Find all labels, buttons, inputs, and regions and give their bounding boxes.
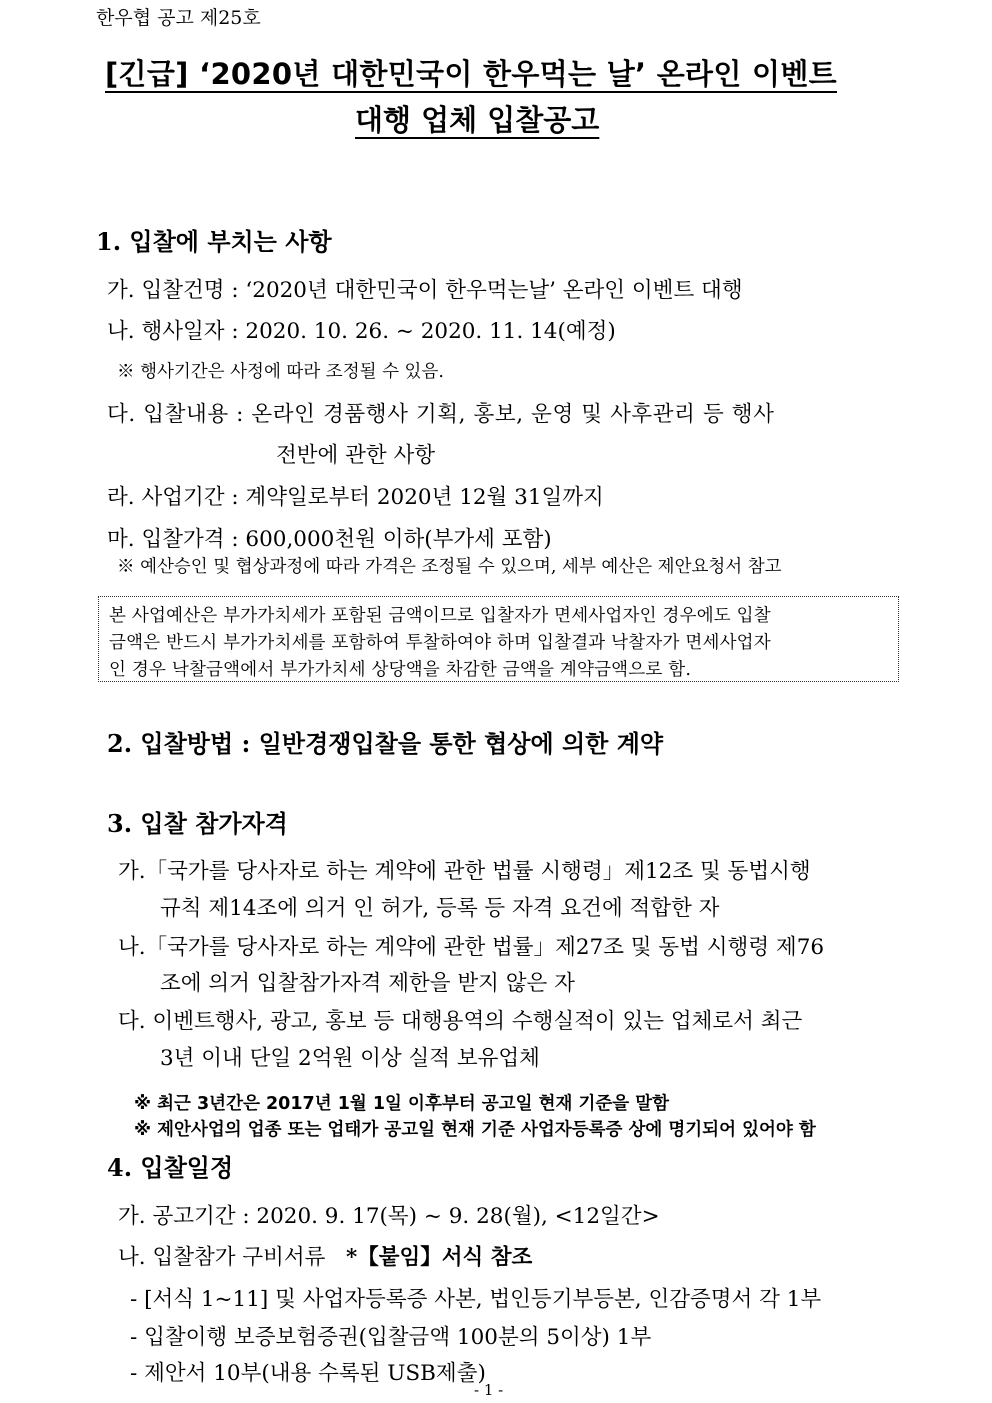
section-4-heading: 4. 입찰일정	[107, 1153, 234, 1182]
s4-item-ga: 가. 공고기간 : 2020. 9. 17(목) ~ 9. 28(월), <12일간>	[118, 1204, 660, 1229]
section-2-heading: 2. 입찰방법 : 일반경쟁입찰을 통한 협상에 의한 계약	[107, 729, 664, 758]
s4-item-na	[118, 1240, 532, 1271]
title-line-2: 대행 업체 입찰공고	[355, 103, 600, 137]
s3-item-ga-line1: 가.「국가를 당사자로 하는 계약에 관한 법률 시행령」제12조 및 동법시행	[118, 859, 811, 884]
s4-item-na-reference: *【붙임】서식 참조	[345, 1245, 533, 1270]
notice-number: 한우협 공고 제25호	[96, 7, 261, 29]
section-3-heading: 3. 입찰 참가자격	[107, 809, 288, 838]
s3-item-na-line1: 나.「국가를 당사자로 하는 계약에 관한 법률」제27조 및 동법 시행령 제76	[118, 935, 825, 960]
s4-doc-item-3: - 제안서 10부(내용 수록된 USB제출)	[130, 1361, 486, 1386]
s1-item-da-line1: 다. 입찰내용 : 온라인 경품행사 기획, 홍보, 운영 및 사후관리 등 행사	[107, 402, 775, 427]
s1-item-na: 나. 행사일자 : 2020. 10. 26. ~ 2020. 11. 14(예정)	[107, 319, 616, 344]
s4-doc-item-1: - [서식 1~11] 및 사업자등록증 사본, 법인등기부등본, 인감증명서 각 1부	[130, 1287, 822, 1312]
s1-item-ga: 가. 입찰건명 : ‘2020년 대한민국이 한우먹는날’ 온라인 이벤트 대행	[107, 278, 743, 303]
vat-notice-line-1: 본 사업예산은 부가가치세가 포함된 금액이므로 입찰자가 면세사업자인 경우에도 입찰	[109, 606, 771, 626]
s4-item-na-label: 나. 입찰참가 구비서류	[118, 1245, 326, 1270]
s3-item-da-line1: 다. 이벤트행사, 광고, 홍보 등 대행용역의 수행실적이 있는 업체로서 최근	[118, 1009, 803, 1034]
title-line-1: [긴급] ‘2020년 대한민국이 한우먹는 날’ 온라인 이벤트	[105, 57, 837, 91]
s1-note-budget: ※ 예산승인 및 협상과정에 따라 가격은 조정될 수 있으며, 세부 예산은 제안요청서 참고	[117, 557, 782, 577]
vat-notice-line-3: 인 경우 낙찰금액에서 부가가치세 상당액을 차감한 금액을 계약금액으로 함.	[109, 660, 692, 680]
vat-notice-box	[98, 596, 899, 682]
s1-item-ra: 라. 사업기간 : 계약일로부터 2020년 12월 31일까지	[107, 485, 604, 510]
s3-note-registration: ※ 제안사업의 업종 또는 업태가 공고일 현재 기준 사업자등록증 상에 명기되어 있어야 함	[134, 1120, 816, 1140]
s3-item-da-line2: 3년 이내 단일 2억원 이상 실적 보유업체	[160, 1046, 540, 1071]
s3-item-na-line2: 조에 의거 입찰참가자격 제한을 받지 않은 자	[160, 971, 575, 996]
s1-item-da-line2: 전반에 관한 사항	[276, 443, 436, 468]
s1-item-ma: 마. 입찰가격 : 600,000천원 이하(부가세 포함)	[107, 527, 552, 552]
s3-item-ga-line2: 규칙 제14조에 의거 인 허가, 등록 등 자격 요건에 적합한 자	[160, 896, 720, 921]
vat-notice-line-2: 금액은 반드시 부가가치세를 포함하여 투찰하여야 하며 입찰결과 낙찰자가 면세사업자	[109, 633, 771, 653]
s1-note-schedule: ※ 행사기간은 사정에 따라 조정될 수 있음.	[117, 362, 444, 382]
s4-doc-item-2: - 입찰이행 보증보험증권(입찰금액 100분의 5이상) 1부	[130, 1325, 652, 1350]
page-number: - 1 -	[474, 1381, 504, 1399]
section-1-heading: 1. 입찰에 부치는 사항	[96, 227, 332, 256]
s3-note-period: ※ 최근 3년간은 2017년 1월 1일 이후부터 공고일 현재 기준을 말함	[134, 1094, 670, 1114]
